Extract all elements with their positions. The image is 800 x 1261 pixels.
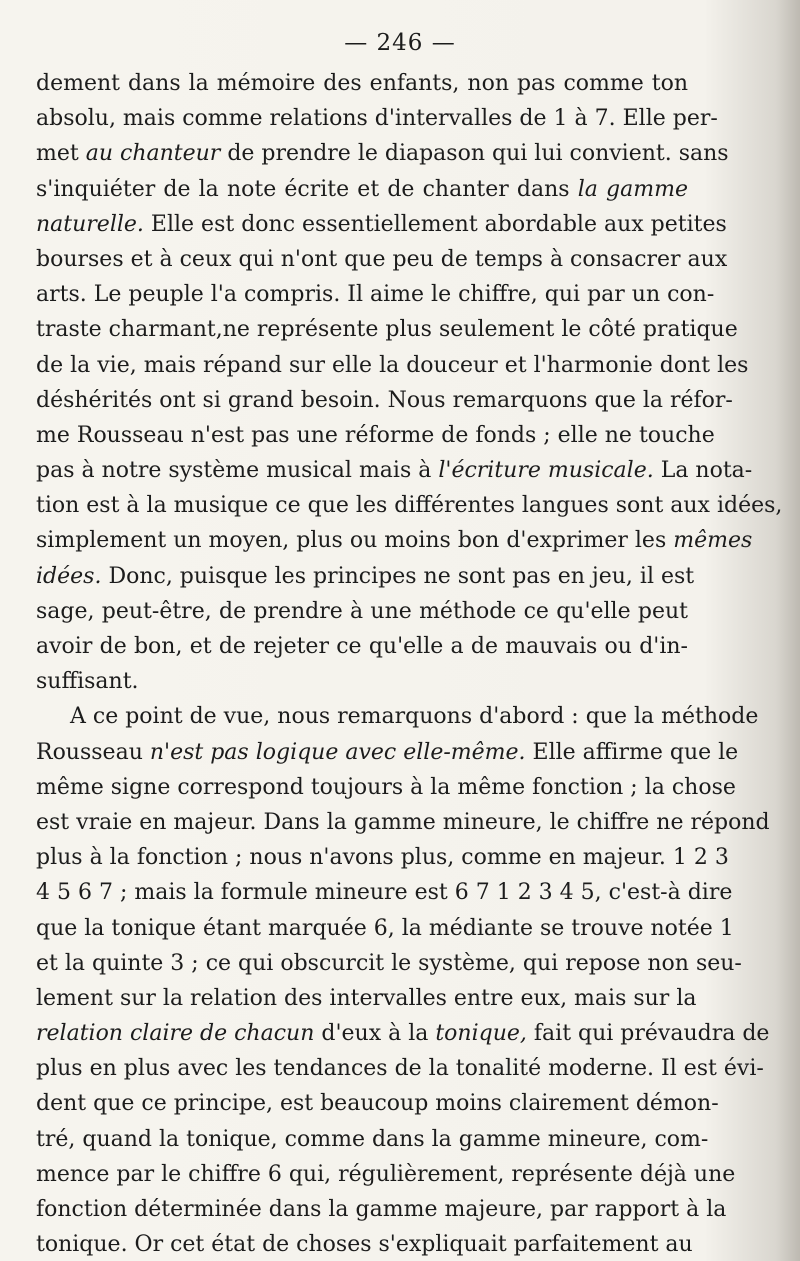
paragraph [36, 699, 770, 1261]
text-run: lement sur la relation des intervalles entre eux, mais sur la [36, 985, 697, 1011]
text-line [36, 523, 753, 558]
text-run: plus à la fonction ; nous n'avons plus, comme en majeur. 1 2 3 [36, 845, 729, 871]
text-line [36, 735, 739, 770]
paragraph [36, 66, 783, 699]
text-line [36, 418, 715, 453]
italic-text: la gamme [577, 176, 688, 202]
text-line [36, 594, 688, 629]
text-line [36, 1016, 770, 1051]
body-text [36, 66, 783, 1261]
text-run: mence par le chiffre 6 qui, régulièrement, représente déjà une [36, 1161, 736, 1187]
text-line [36, 629, 688, 664]
italic-text: au chanteur [85, 141, 221, 167]
text-run: déshérités ont si grand besoin. Nous remarquons que la réfor- [36, 387, 733, 413]
text-line [36, 453, 753, 488]
text-run: pas à notre système musical mais à [36, 458, 439, 484]
text-line [36, 1157, 736, 1192]
text-run: tion est à la musique ce que les différentes langues sont aux idées, [36, 493, 783, 519]
text-line [36, 277, 715, 312]
text-line [36, 770, 736, 805]
italic-text: naturelle. [36, 211, 144, 237]
text-run: dement dans la mémoire des enfants, non pas comme ton [36, 71, 688, 96]
text-line [36, 699, 759, 734]
text-line [36, 101, 718, 136]
text-run: de la vie, mais répand sur elle la douceur et l'harmonie dont les [36, 352, 749, 378]
text-run: Elle affirme que le [525, 739, 739, 765]
text-run: avoir de bon, et de rejeter ce qu'elle a de mauvais ou d'in- [36, 634, 688, 659]
text-run: met [36, 141, 86, 167]
text-run: d'eux à la [314, 1021, 436, 1047]
text-line [36, 66, 688, 101]
text-run: simplement un moyen, plus ou moins bon d'exprimer les [36, 528, 674, 554]
text-run: Elle est donc essentiellement abordable aux petites [143, 211, 727, 237]
text-run: Donc, puisque les principes ne sont pas en jeu, il est [101, 563, 695, 589]
text-line [36, 312, 738, 347]
text-run: 4 5 6 7 ; mais la formule mineure est 6 7 1 2 3 4 5, c'est-à dire [36, 880, 733, 906]
text-line [36, 1192, 727, 1227]
text-line [36, 559, 695, 594]
text-line [36, 911, 734, 946]
text-line [36, 1051, 764, 1086]
text-run: bourses et à ceux qui n'ont que peu de temps à consacrer aux [36, 246, 728, 272]
italic-text: l'écriture musicale. [438, 458, 654, 484]
text-line [36, 875, 733, 910]
text-run: est vraie en majeur. Dans la gamme mineure, le chiffre ne répond [36, 809, 770, 835]
text-run: de prendre le diapason qui lui convient. sans [220, 141, 729, 167]
text-run: fait qui prévaudra de [526, 1021, 770, 1047]
text-line [36, 207, 727, 242]
text-line [36, 1227, 693, 1261]
text-line [36, 805, 770, 840]
text-run: tonique. Or cet état de choses s'expliquait parfaitement au [36, 1232, 693, 1258]
text-line [36, 348, 749, 383]
italic-text: relation claire de chacun [36, 1021, 315, 1047]
text-run: sage, peut-être, de prendre à une méthode ce qu'elle peut [36, 598, 688, 624]
text-line [36, 383, 733, 418]
italic-text: idées. [36, 563, 102, 589]
text-run: me Rousseau n'est pas une réforme de fonds ; elle ne touche [36, 422, 715, 448]
page-number: — 246 — [344, 30, 456, 56]
text-run: dent que ce principe, est beaucoup moins clairement démon- [36, 1091, 719, 1117]
text-run: La nota- [653, 458, 753, 484]
text-line [36, 664, 688, 699]
text-run: que la tonique étant marquée 6, la médiante se trouve notée 1 [36, 915, 734, 941]
text-line [36, 242, 728, 277]
italic-text: n'est pas logique avec elle-même. [149, 739, 526, 765]
text-run: traste charmant,ne représente plus seulement le côté pratique [36, 317, 738, 343]
text-line [36, 1122, 709, 1157]
text-line [36, 488, 783, 523]
text-line [36, 172, 688, 207]
text-run: A ce point de vue, nous remarquons d'abord : que la méthode [70, 704, 759, 730]
text-run: fonction déterminée dans la gamme majeure, par rapport à la [36, 1197, 727, 1222]
text-run: et la quinte 3 ; ce qui obscurcit le système, qui repose non seu- [36, 950, 742, 976]
text-run: absolu, mais comme relations d'intervalles de 1 à 7. Elle per- [36, 106, 718, 132]
text-line [36, 946, 742, 981]
text-run: arts. Le peuple l'a compris. Il aime le chiffre, qui par un con- [36, 282, 715, 308]
text-run: s'inquiéter de la note écrite et de chanter dans [36, 176, 578, 202]
text-line [36, 136, 729, 171]
text-line [36, 981, 697, 1016]
text-run: plus en plus avec les tendances de la tonalité moderne. Il est évi- [36, 1056, 764, 1082]
text-run: tré, quand la tonique, comme dans la gamme mineure, com- [36, 1126, 709, 1152]
text-run: Rousseau [36, 739, 150, 765]
italic-text: mêmes [673, 528, 753, 554]
text-line [36, 840, 729, 875]
text-line [36, 1086, 719, 1121]
text-run: suffisant. [36, 669, 139, 695]
text-run: même signe correspond toujours à la même fonction ; la chose [36, 774, 736, 800]
italic-text: tonique, [435, 1021, 527, 1047]
